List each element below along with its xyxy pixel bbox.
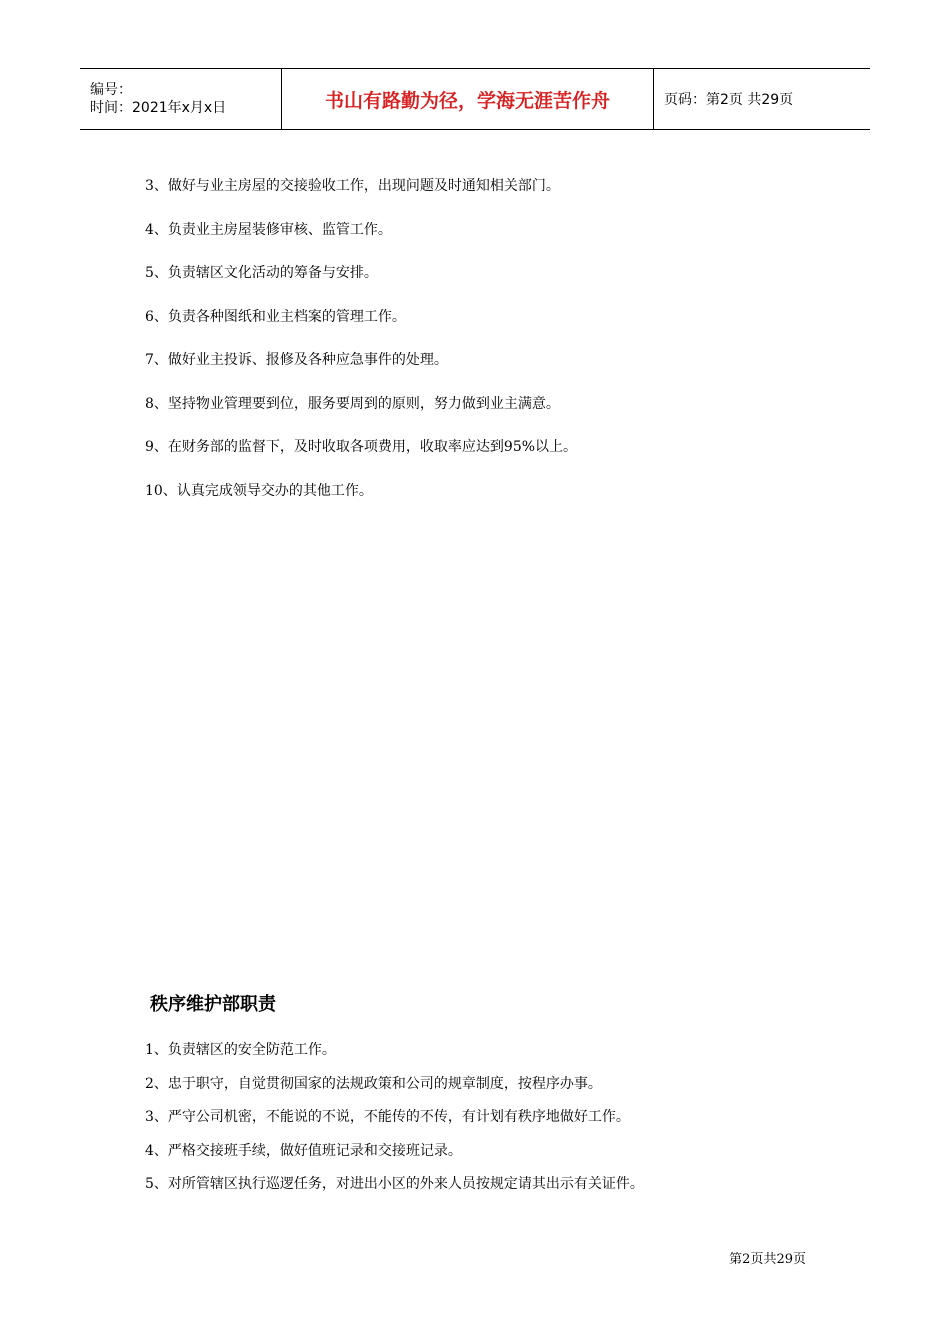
list-item: 4、负责业主房屋装修审核、监管工作。 — [145, 221, 392, 238]
date-label: 时间：2021年x月x日 — [90, 100, 227, 116]
list-item: 1、负责辖区的安全防范工作。 — [145, 1042, 336, 1058]
list-item: 5、负责辖区文化活动的筹备与安排。 — [145, 265, 378, 281]
list-item: 2、忠于职守，自觉贯彻国家的法规政策和公司的规章制度，按程序办事。 — [145, 1075, 602, 1092]
header-meta — [80, 69, 282, 129]
list-item: 8、坚持物业管理要到位，服务要周到的原则，努力做到业主满意。 — [145, 395, 560, 412]
duty-list-2 — [145, 1040, 644, 1208]
list-item: 7、做好业主投诉、报修及各种应急事件的处理。 — [145, 352, 448, 368]
serial-number-label: 编号： — [90, 82, 132, 98]
page-header — [80, 68, 870, 130]
list-item: 6、负责各种图纸和业主档案的管理工作。 — [145, 308, 406, 325]
page-footer: 第2页共29页 — [729, 1252, 806, 1267]
list-item: 3、做好与业主房屋的交接验收工作，出现问题及时通知相关部门。 — [145, 178, 560, 194]
header-motto: 书山有路勤为径，学海无涯苦作舟 — [282, 69, 654, 129]
list-item: 9、在财务部的监督下，及时收取各项费用，收取率应达到95%以上。 — [145, 439, 578, 455]
list-item: 3、严守公司机密，不能说的不说，不能传的不传，有计划有秩序地做好工作。 — [145, 1109, 630, 1125]
section-title: 秩序维护部职责 — [150, 994, 276, 1015]
duty-list-1 — [145, 176, 577, 524]
list-item: 10、认真完成领导交办的其他工作。 — [145, 482, 373, 499]
header-page-number: 页码：第2页 共29页 — [664, 92, 794, 108]
list-item: 5、对所管辖区执行巡逻任务，对进出小区的外来人员按规定请其出示有关证件。 — [145, 1176, 644, 1192]
list-item: 4、严格交接班手续，做好值班记录和交接班记录。 — [145, 1142, 462, 1159]
